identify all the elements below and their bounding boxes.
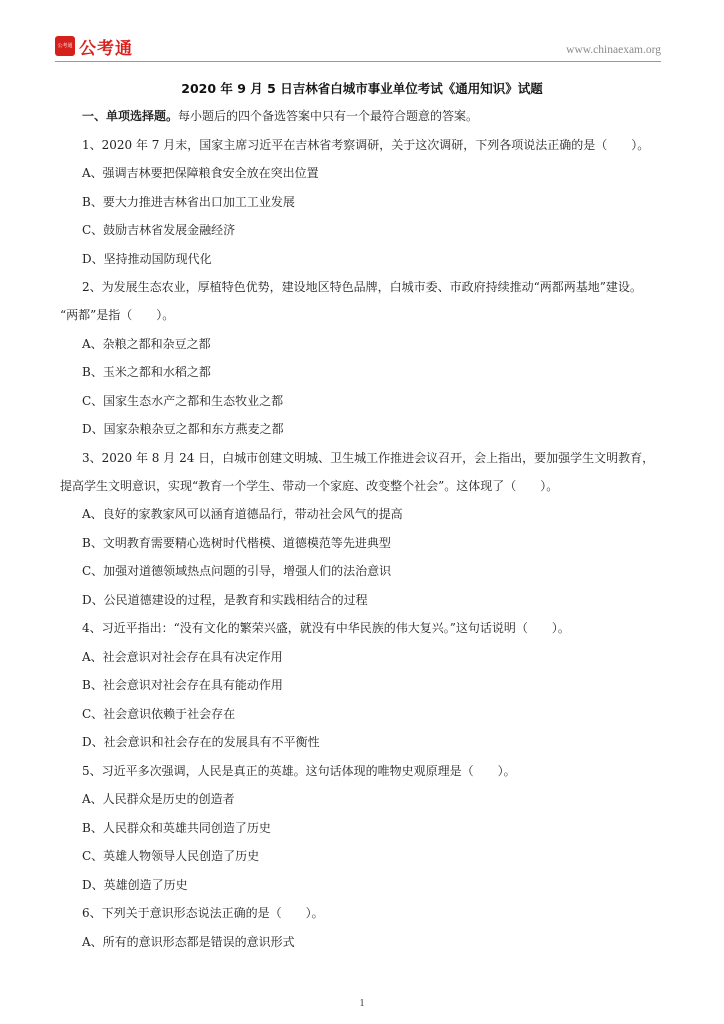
page-header: [55, 34, 661, 60]
page-number: 1: [359, 998, 365, 1009]
section-instruction: 每小题后的四个备选答案中只有一个最符合题意的答案。: [178, 109, 479, 123]
question-2-option-a: A、杂粮之都和杂豆之都: [82, 337, 211, 351]
question-1-option-c: C、鼓励吉林省发展金融经济: [82, 223, 236, 237]
question-6-option-a: A、所有的意识形态都是错误的意识形式: [82, 935, 295, 949]
question-4-stem: 4、习近平指出：“没有文化的繁荣兴盛，就没有中华民族的伟大复兴。”这句话说明（ ）。: [82, 621, 570, 635]
question-3-option-c: C、加强对道德领域热点问题的引导，增强人们的法治意识: [82, 564, 392, 578]
question-4-option-a: A、社会意识对社会存在具有决定作用: [82, 650, 283, 664]
question-4-option-d: D、社会意识和社会存在的发展具有不平衡性: [82, 735, 320, 749]
question-3-option-a: A、良好的家教家风可以涵育道德品行，带动社会风气的提高: [82, 507, 403, 521]
question-2-stem: 2、为发展生态农业，厚植特色优势，建设地区特色品牌，白城市委、市政府持续推动“两都两基地”建设。: [82, 280, 642, 294]
question-3-option-b: B、文明教育需要精心选树时代楷模、道德模范等先进典型: [82, 536, 391, 550]
question-2-option-b: B、玉米之都和水稻之都: [82, 365, 211, 379]
logo-text: 公考通: [79, 38, 133, 59]
section-heading-line: [82, 108, 478, 124]
question-1-option-a: A、强调吉林要把保障粮食安全放在突出位置: [82, 166, 319, 180]
question-1-stem: 1、2020 年 7 月末，国家主席习近平在吉林省考察调研，关于这次调研，下列各项说法正确的是（ ）。: [82, 138, 650, 152]
question-5-option-a: A、人民群众是历史的创造者: [82, 792, 235, 806]
question-5-stem: 5、习近平多次强调，人民是真正的英雄。这句话体现的唯物史观原理是（ ）。: [82, 764, 516, 778]
question-2-option-d: D、国家杂粮杂豆之都和东方燕麦之都: [82, 422, 284, 436]
question-2-stem-cont: “两都”是指（ ）。: [60, 308, 175, 322]
site-url-link[interactable]: www.chinaexam.org: [566, 44, 661, 56]
question-5-option-b: B、人民群众和英雄共同创造了历史: [82, 821, 271, 835]
document-title: 2020 年 9 月 5 日吉林省白城市事业单位考试《通用知识》试题: [181, 81, 543, 96]
question-3-option-d: D、公民道德建设的过程，是教育和实践相结合的过程: [82, 593, 368, 607]
header-divider: [55, 61, 661, 62]
question-3-stem: 3、2020 年 8 月 24 日，白城市创建文明城、卫生城工作推进会议召开，会上指出，要加强学生文明教育，: [82, 451, 655, 465]
question-3-stem-cont: 提高学生文明意识，实现“教育一个学生、带动一个家庭、改变整个社会”。这体现了（ ）。: [60, 479, 559, 493]
question-1-option-d: D、坚持推动国防现代化: [82, 252, 212, 266]
question-6-stem: 6、下列关于意识形态说法正确的是（ ）。: [82, 906, 324, 920]
question-5-option-d: D、英雄创造了历史: [82, 878, 188, 892]
section-heading: 一、单项选择题。: [82, 109, 179, 123]
question-4-option-b: B、社会意识对社会存在具有能动作用: [82, 678, 283, 692]
logo-badge-icon: 公考通: [55, 36, 75, 56]
question-5-option-c: C、英雄人物领导人民创造了历史: [82, 849, 260, 863]
brand-logo[interactable]: [55, 34, 133, 58]
question-1-option-b: B、要大力推进吉林省出口加工工业发展: [82, 195, 295, 209]
question-2-option-c: C、国家生态水产之都和生态牧业之都: [82, 394, 284, 408]
question-4-option-c: C、社会意识依赖于社会存在: [82, 707, 236, 721]
